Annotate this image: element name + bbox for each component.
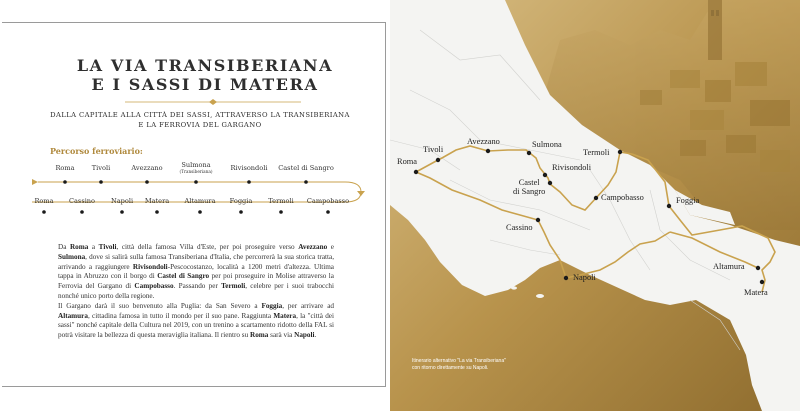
station-rivisondoli <box>543 173 547 177</box>
title-line-2: E I SASSI DI MATERA <box>91 75 319 94</box>
route-dot <box>99 180 103 184</box>
route-stop: Termoli <box>268 197 294 205</box>
city-label-castel-line2: di Sangro <box>513 187 546 196</box>
route-dot <box>80 210 84 214</box>
city-label-tivoli: Tivoli <box>423 145 444 154</box>
page-title <box>20 56 390 94</box>
city-label-avezzano: Avezzano <box>467 137 500 146</box>
route-stop: Campobasso <box>306 197 350 205</box>
route-stop: Foggia <box>229 197 253 205</box>
route-dot <box>42 210 46 214</box>
text-panel <box>0 0 390 411</box>
city-label-matera: Matera <box>744 288 768 297</box>
island <box>536 294 544 298</box>
island <box>511 286 517 289</box>
map-note-line-2: con ritorno direttamente su Napoli. <box>412 364 489 371</box>
route-dot <box>279 210 283 214</box>
route-stop-note: (Transiberiana) <box>179 169 213 174</box>
city-label-campobasso: Campobasso <box>601 193 644 202</box>
route-dot <box>63 180 67 184</box>
route-dot <box>304 180 308 184</box>
body-text <box>58 243 334 341</box>
station-campobasso <box>594 196 598 200</box>
station-cassino <box>536 218 540 222</box>
city-label-roma: Roma <box>397 157 418 166</box>
route-dot <box>145 180 149 184</box>
italy-map <box>390 0 800 411</box>
station-napoli <box>564 276 568 280</box>
route-dot <box>326 210 330 214</box>
route-stop: Roma <box>55 164 75 172</box>
route-stop <box>176 161 216 174</box>
route-stop: Avezzano <box>131 164 163 172</box>
route-dot <box>239 210 243 214</box>
city-label-rivisondoli: Rivisondoli <box>552 163 592 172</box>
body-paragraph-2: Il Gargano darà il suo benvenuto alla Puglia: da San Severo a Foggia, per arrivare ad Altamura, cittadina famosa in tutto il mondo per il suo pane. Raggiunta Matera, la "città dei sassi" nonché capitale della Cultura nel 2019, con un trenino a scartamento ridotto della FAL si potrà visitare la bellezza di questa meraviglia italiana. Il rientro su Roma sarà via Napoli. <box>58 301 334 340</box>
subtitle <box>30 110 370 130</box>
city-label-castel-di-sangro <box>513 178 545 196</box>
map-note <box>412 358 562 371</box>
map-panel <box>390 0 800 411</box>
station-termoli <box>618 150 622 154</box>
city-label-sulmona: Sulmona <box>532 140 562 149</box>
city-label-castel-line1: Castel <box>518 178 540 187</box>
city-label-cassino: Cassino <box>506 223 533 232</box>
subtitle-line-2: E LA FERROVIA DEL GARGANO <box>138 121 262 129</box>
station-sulmona <box>527 151 531 155</box>
route-heading: Percorso ferroviario: <box>50 146 143 156</box>
city-label-foggia: Foggia <box>676 196 700 205</box>
station-roma <box>414 170 418 174</box>
route-dot <box>155 210 159 214</box>
route-arrow-start <box>32 179 38 185</box>
route-dot <box>120 210 124 214</box>
title-line-1: LA VIA TRANSIBERIANA <box>76 56 334 75</box>
city-label-altamura: Altamura <box>713 262 745 271</box>
route-stop: Napoli <box>110 197 134 205</box>
route-arrow-end <box>357 191 365 196</box>
city-label-napoli: Napoli <box>573 273 596 282</box>
subtitle-line-1: DALLA CAPITALE ALLA CITTÀ DEI SASSI, ATTRAVERSO LA TRANSIBERIANA <box>50 111 350 119</box>
title-divider <box>125 99 301 105</box>
route-stop: Cassino <box>68 197 96 205</box>
route-dot <box>194 180 198 184</box>
station-avezzano <box>486 149 490 153</box>
station-tivoli <box>436 158 440 162</box>
route-stop: Castel di Sangro <box>278 164 334 172</box>
route-stop: Tivoli <box>91 164 111 172</box>
station-matera <box>760 280 764 284</box>
body-paragraph-1: Da Roma a Tivoli, città della famosa Villa d'Este, per poi proseguire verso Avezzano e Sulmona, dove si salirà sulla famosa Transiberiana d'Italia, che percorrerà la sua storica tratta, arrivando a raggiungere Rivisondoli-Pescocostanzo, località a 1200 metri d'altezza. Ultima tappa in Abruzzo con il borgo di Castel di Sangro per poi proseguire in Molise attraverso la Ferrovia del Gargano di Campobasso. Passando per Termoli, celebre per i suoi trabocchi nonché unico porto della regione. <box>58 243 335 300</box>
route-stop: Roma <box>34 197 54 205</box>
station-castel-di-sangro <box>548 181 552 185</box>
map-note-line-1: Itinerario alternativo "La via Transiberiana" <box>412 358 506 364</box>
route-dot <box>198 210 202 214</box>
route-stop-name: Sulmona <box>181 161 211 169</box>
route-stop: Altamura <box>184 197 216 205</box>
route-stop: Matera <box>144 197 170 205</box>
station-foggia <box>667 204 671 208</box>
station-altamura <box>756 266 760 270</box>
city-label-termoli: Termoli <box>583 148 610 157</box>
route-dot <box>247 180 251 184</box>
route-stop: Rivisondoli <box>230 164 268 172</box>
